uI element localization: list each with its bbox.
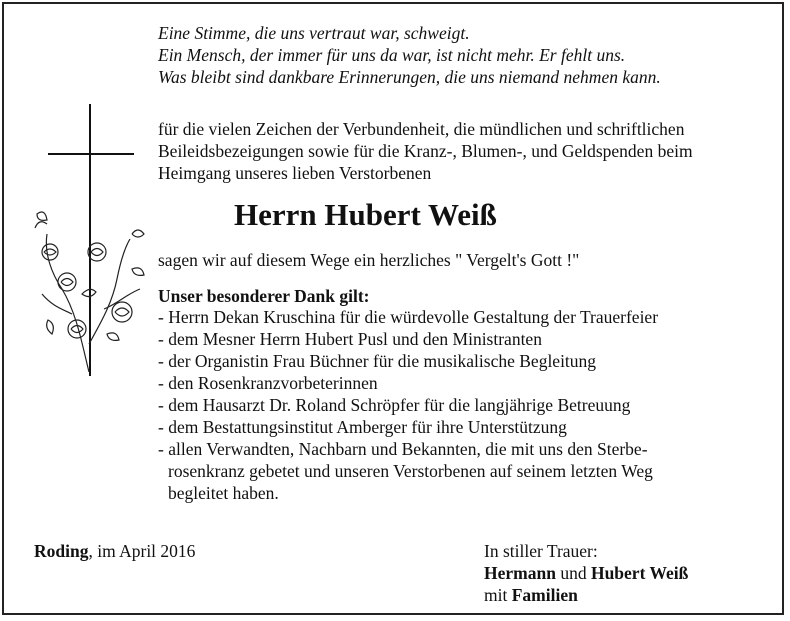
special-thanks-line: - den Rosenkranzvorbeterinnen [158, 373, 378, 393]
family-families: Familien [511, 585, 578, 605]
family-with-label: mit [484, 585, 512, 605]
roses-icon [22, 194, 152, 374]
intro-line-3: Heimgang unseres lieben Verstorbenen [158, 163, 432, 183]
special-thanks-line: - allen Verwandten, Nachbarn und Bekannten, die mit uns den Sterbe- [158, 439, 648, 459]
special-thanks-line: - Herrn Dekan Kruschina für die würdevolle Gestaltung der Trauerfeier [158, 307, 659, 327]
intro-line-2: Beileidsbezeigungen sowie für die Kranz-, Blumen-, und Geldspenden beim [158, 141, 693, 161]
place: Roding [34, 541, 89, 561]
quote-line-3: Was bleibt sind dankbare Erinnerungen, die uns niemand nehmen kann. [158, 67, 661, 87]
family-name-2: Hubert Weiß [590, 563, 689, 583]
special-thanks-line: begleitet haben. [168, 483, 279, 503]
special-thanks-line: - dem Mesner Herrn Hubert Pusl und den Ministranten [158, 329, 542, 349]
special-thanks-line: rosenkranz gebetet und unseren Verstorbenen auf seinem letzten Weg [168, 461, 653, 481]
quote-line-1: Eine Stimme, die uns vertraut war, schweigt. [158, 23, 470, 43]
thanks-line: sagen wir auf diesem Wege ein herzliches " Vergelt's Gott !" [158, 250, 580, 270]
place-date [34, 540, 195, 562]
quote-line-2: Ein Mensch, der immer für uns da war, ist nicht mehr. Er fehlt uns. [158, 45, 626, 65]
date: , im April 2016 [88, 541, 196, 561]
family-names [484, 562, 688, 584]
special-thanks-line: - der Organistin Frau Büchner für die musikalische Begleitung [158, 351, 597, 371]
special-thanks-line: - dem Bestattungsinstitut Amberger für ihre Unterstützung [158, 417, 567, 437]
mourning-heading: In stiller Trauer: [484, 541, 598, 561]
cross-bar [48, 153, 134, 155]
intro-line-1: für die vielen Zeichen der Verbundenheit, die mündlichen und schriftlichen [158, 119, 685, 139]
special-thanks-line: - dem Hausarzt Dr. Roland Schröpfer für die langjährige Betreuung [158, 395, 631, 415]
family-and: und [555, 563, 591, 583]
family-with [484, 584, 578, 606]
deceased-name: Herrn Hubert Weiß [234, 197, 497, 232]
special-thanks-heading: Unser besonderer Dank gilt: [158, 286, 370, 306]
family-name-1: Hermann [484, 563, 556, 583]
obituary-card [2, 2, 784, 615]
